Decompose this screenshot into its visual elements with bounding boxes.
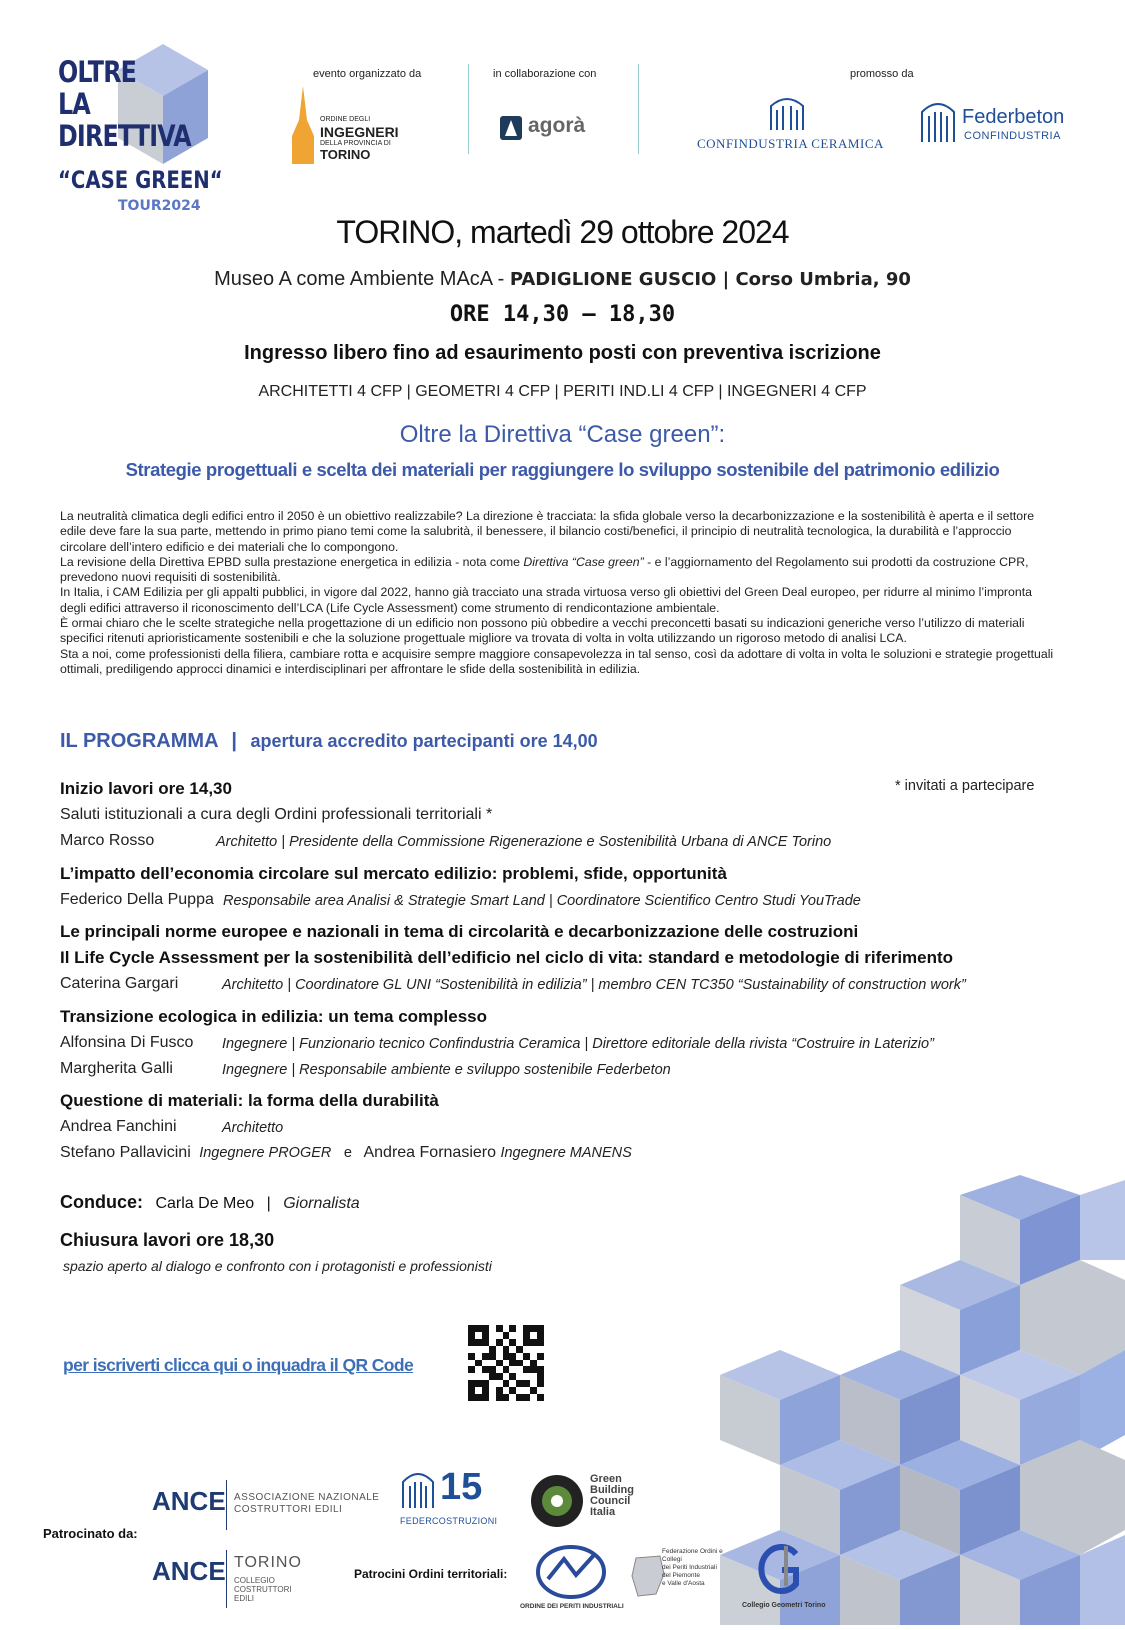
- session-title: Il Life Cycle Assessment per la sostenibilità dell’edificio nel ciclo di vita: standard e metodologie di riferimento: [60, 948, 954, 967]
- session-title: Questione di materiali: la forma della durabilità: [60, 1091, 439, 1110]
- intro-paragraph: È ormai chiaro che le scelte strategiche nella progettazione di un edificio non possono più obbedire a vecchi preconcetti basati su indicazioni generiche verso l’utilizzo di materiali specifici ritenuti aprioristicamente sostenibili e che la soluzione progettuale migliore va trovata di volta in volta utilizzando un rigoroso metodo di analisi LCA.: [60, 616, 1025, 646]
- event-entry: Ingresso libero fino ad esaurimento posti con preventiva iscrizione: [244, 342, 881, 364]
- intro-paragraph: La revisione della Direttiva EPBD sulla prestazione energetica in edilizia - nota come Direttiva “Case green” - e l’aggiornamento del Regolamento sui prodotti da costruzione CPR, prevedono nuovi requisiti di sostenibilità.: [60, 554, 1029, 585]
- divider: [638, 64, 639, 154]
- speaker-name: Marco Rosso: [60, 832, 155, 849]
- ingegneri-logo: ORDINE DEGLI INGEGNERI DELLA PROVINCIA DI TORINO: [288, 86, 438, 164]
- session-title: L’impatto dell’economia circolare sul mercato edilizio: problemi, sfide, opportunità: [60, 864, 727, 883]
- intro-text: [60, 509, 1055, 677]
- agora-logo: agorà: [500, 114, 620, 144]
- speaker-line: Stefano Pallavicini Ingegnere PROGER e Andrea Fornasiero Ingegnere MANENS: [60, 1144, 632, 1161]
- collaboration-label: in collaborazione con: [493, 68, 597, 80]
- ance-logo: ANCE ASSOCIAZIONE NAZIONALE COSTRUTTORI EDILI: [152, 1480, 382, 1530]
- federazione-periti-logo: Federazione Ordini e Collegi dei Periti Industriali del Piemonte e Valle d'Aosta: [630, 1546, 740, 1606]
- speaker-role: Architetto | Presidente della Commissione Rigenerazione e Sostenibilità Urbana di ANCE Torino: [216, 834, 832, 850]
- invited-note: * invitati a partecipare: [895, 778, 1035, 794]
- intro-paragraph: La neutralità climatica degli edifici entro il 2050 è un obiettivo realizzabile? La direzione è tracciata: la sfida globale verso la decarbonizzazione e la sostenibilità è aperta e il settore edile deve fare la sua parte, mettendo in primo piano temi come la salubrità, il benessere, il bilancio costi/benefici, il principio di neutralità tecnologica, la durabilità e l’approccio circolare dell’intero edificio e dei materiali che lo compongono.: [60, 509, 1035, 554]
- brand-subtitle: “CASE GREEN“: [58, 166, 223, 194]
- periti-logo: ORDINE DEI PERITI INDUSTRIALI: [520, 1545, 620, 1617]
- speaker-role: Ingegnere | Funzionario tecnico Confindustria Ceramica | Direttore editoriale della rivista “Costruire in Laterizio”: [222, 1036, 934, 1052]
- ance-torino-logo: ANCE TORINO COLLEGIO COSTRUTTORI EDILI: [152, 1550, 312, 1610]
- event-heading: Oltre la Direttiva “Case green”:: [399, 421, 726, 448]
- qr-code[interactable]: [468, 1325, 544, 1401]
- end-note: spazio aperto al dialogo e confronto con i protagonisti e professionisti: [63, 1258, 492, 1274]
- event-credits: ARCHITETTI 4 CFP | GEOMETRI 4 CFP | PERITI IND.LI 4 CFP | INGEGNERI 4 CFP: [258, 383, 867, 400]
- brand-tour: TOUR2024: [118, 198, 201, 214]
- speaker-role: Architetto | Coordinatore GL UNI “Sostenibilità in edilizia” | membro CEN TC350 “Sustainability of construction work”: [222, 977, 966, 993]
- intro-paragraph: In Italia, i CAM Edilizia per gli appalti pubblici, in vigore dal 2022, hanno già tracciato una strada virtuosa verso gli obiettivi del Green Deal europeo, per ridurre al minimo l’impronta degli edifici attraverso il riconoscimento dell’LCA (Life Cycle Assessment) come strumento di rendicontazione ambientale.: [60, 585, 1032, 615]
- speaker-role: Architetto: [222, 1120, 284, 1136]
- session-title: Le principali norme europee e nazionali in tema di circolarità e decarbonizzazione delle costruzioni: [60, 922, 859, 941]
- programma-heading: IL PROGRAMMA | apertura accredito partecipanti ore 14,00: [60, 730, 598, 752]
- confindustria-ceramica-logo: CONFINDUSTRIA CERAMICA: [697, 96, 887, 156]
- organized-by-label: evento organizzato da: [313, 68, 422, 80]
- patrocinato-label: Patrocinato da:: [43, 1526, 138, 1541]
- intro-paragraph: Sta a noi, come professionisti della filiera, cambiare rotta e acquisire sempre maggiore consapevolezza in tal senso, così da adottare di volta in volta le soluzioni e strategie progettuali ottimali, prediligendo approcci dinamici e interdisciplinari per affrontare le sfide della sostenibilità in edilizia.: [60, 646, 1054, 676]
- patrocini-ordini-label: Patrocini Ordini territoriali:: [354, 1567, 508, 1581]
- federbeton-logo: Federbeton CONFINDUSTRIA: [918, 100, 1068, 150]
- speaker-role: Responsabile area Analisi & Strategie Smart Land | Coordinatore Scientifico Centro Studi YouTrade: [223, 893, 861, 909]
- conduce-line: Conduce: Carla De Meo | Giornalista: [60, 1192, 360, 1212]
- event-title: TORINO, martedì 29 ottobre 2024: [336, 214, 789, 250]
- speaker-name: Caterina Gargari: [60, 975, 179, 992]
- event-time: ORE 14,30 – 18,30: [449, 302, 676, 327]
- start-time: Inizio lavori ore 14,30: [60, 779, 232, 798]
- session-title: Transizione ecologica in edilizia: un tema complesso: [60, 1007, 488, 1026]
- brand-title: OLTRE LA DIRETTIVA: [58, 55, 191, 153]
- speaker-name: Federico Della Puppa: [60, 891, 214, 908]
- collegio-geometri-logo: Collegio Geometri Torino: [742, 1540, 832, 1615]
- signup-link[interactable]: per iscriverti clicca qui o inquadra il QR Code: [63, 1355, 414, 1375]
- end-time: Chiusura lavori ore 18,30: [60, 1230, 275, 1250]
- speaker-name: Margherita Galli: [60, 1060, 173, 1077]
- greetings: Saluti istituzionali a cura degli Ordini professionali territoriali *: [60, 806, 493, 823]
- event-subheading: Strategie progettuali e scelta dei materiali per raggiungere lo sviluppo sostenibile del patrimonio edilizio: [125, 459, 1000, 480]
- gbc-logo: Green Building Council Italia: [530, 1474, 650, 1530]
- speaker-name: Alfonsina Di Fusco: [60, 1034, 194, 1051]
- speaker-role: Ingegnere | Responsabile ambiente e sviluppo sostenibile Federbeton: [222, 1062, 671, 1078]
- divider: [468, 64, 469, 154]
- promoted-by-label: promosso da: [850, 68, 914, 80]
- federcostruzioni-logo: 15 FEDERCOSTRUZIONI: [400, 1466, 498, 1526]
- event-venue: Museo A come Ambiente MAcA - PADIGLIONE GUSCIO | Corso Umbria, 90: [214, 268, 911, 290]
- speaker-name: Andrea Fanchini: [60, 1118, 177, 1135]
